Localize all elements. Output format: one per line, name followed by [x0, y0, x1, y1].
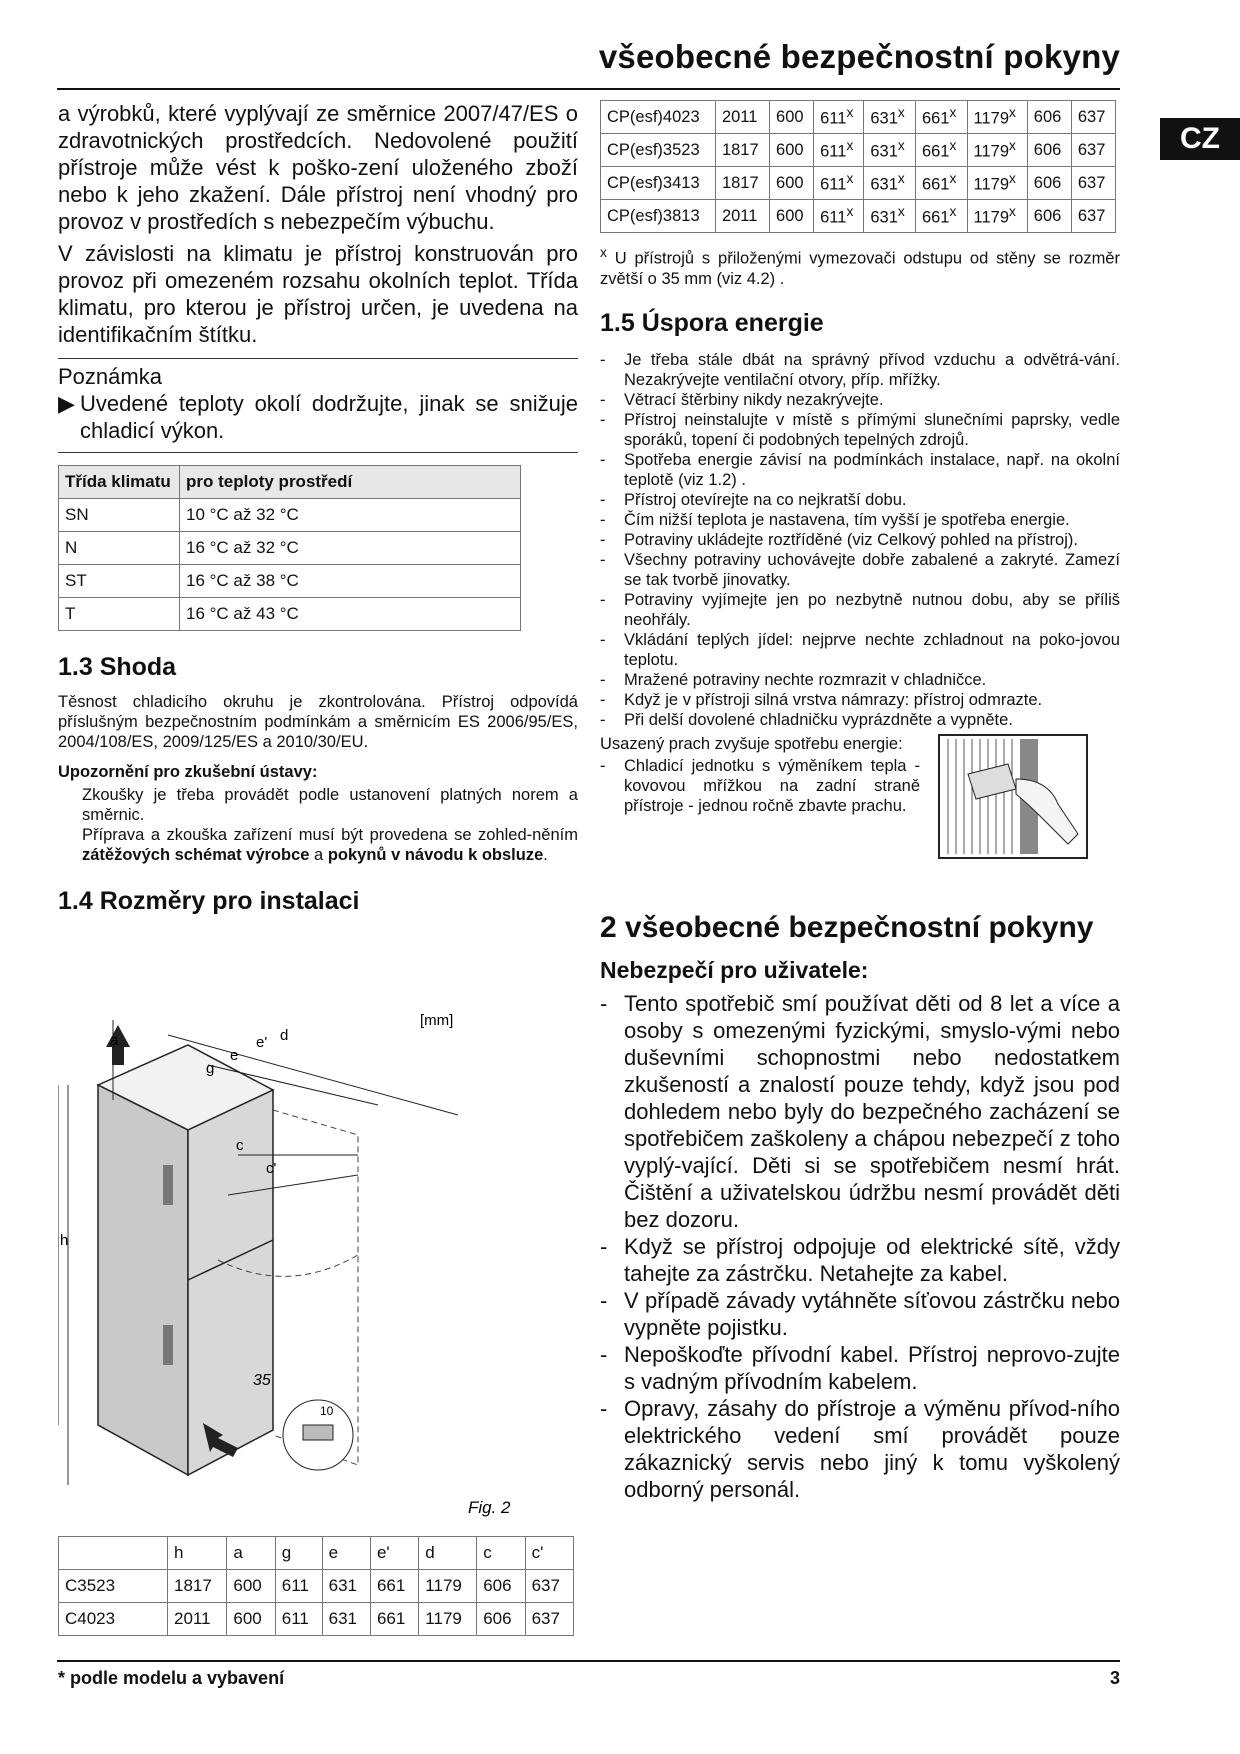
dim-label-e: e	[230, 1047, 239, 1064]
table-cell: 2011	[168, 1603, 227, 1636]
section-1-5-title: 1.5 Úspora energie	[600, 308, 824, 337]
list-item	[600, 490, 1120, 510]
table-cell: 2011	[715, 101, 769, 134]
dash-marker: -	[600, 1287, 608, 1313]
dim-label-d: d	[280, 1027, 289, 1044]
footnote-text: U přístrojů s přiloženými vymezovači odstupu od stěny se rozměr zvětší o 35 mm (viz 4.2) .	[600, 249, 1120, 288]
list-item-text: Tento spotřebič smí používat děti od 8 let a více a osoby s omezenými fyzickými, smyslo-vými nebo duševními schopnostmi nebo nedostatkem zkušeností a znalostí pouze tehdy, když jsou pod dohledem nebo byly do bezpečného zacházení se spotřebičem zaškoleny a chápou nebezpečí z toho vyplý-vající. Děti si se spotřebičem nesmí hrát. Čištění a uživatelskou údržbu nesmí provádět děti bez dozoru.	[624, 990, 1120, 1232]
table-cell: 637	[525, 1603, 573, 1636]
table-header-cell	[59, 1537, 168, 1570]
list-item-text: Chladicí jednotku s výměníkem tepla - kovovou mřížkou na zadní straně přístroje - jednou ročně zbavte prachu.	[624, 756, 920, 815]
note-bottom-rule	[58, 452, 578, 453]
cell-value: 611	[820, 109, 847, 128]
table-cell: 1179	[419, 1603, 477, 1636]
cell-value: 611	[820, 175, 847, 194]
list-item	[600, 350, 1120, 390]
page-number: 3	[1109, 1668, 1120, 1688]
dash-marker: -	[600, 450, 606, 469]
table-cell: 631	[322, 1603, 370, 1636]
section-1-3-paragraph: Těsnost chladicího okruhu je zkontrolována. Přístroj odpovídá příslušným bezpečnostním podmínkám a směrnicím ES 2006/95/ES, 2004/108/ES, 2009/125/ES a 2010/30/EU.	[58, 693, 578, 751]
table-cell: CP(esf)3523	[601, 134, 716, 167]
table-cell: 606	[477, 1603, 525, 1636]
table-cell: 606	[1027, 134, 1071, 167]
list-item-text: Přístroj otevírejte na co nejkratší dobu.	[624, 490, 907, 509]
list-item	[600, 690, 1120, 710]
footer-rule	[57, 1660, 1120, 1662]
table-row	[601, 167, 1116, 200]
table-cell: 1817	[715, 167, 769, 200]
table-cell: 600	[227, 1603, 275, 1636]
table-header-row	[59, 466, 521, 499]
table-cell: 16 °C až 32 °C	[180, 532, 521, 565]
sup-mark: x	[846, 105, 854, 121]
table-header-row	[59, 1537, 574, 1570]
table-row	[59, 565, 521, 598]
test-note-bold-1: zátěžových schémat výrobce	[82, 846, 310, 864]
table-cell: 637	[1071, 101, 1115, 134]
sup-mark: x	[1009, 105, 1016, 121]
table-cell	[864, 200, 916, 233]
table-cell: C3523	[59, 1570, 168, 1603]
table-cell	[967, 167, 1027, 200]
list-item-text: Čím nižší teplota je nastavena, tím vyšší je spotřeba energie.	[624, 510, 1070, 529]
list-item-text: Když je v přístroji silná vrstva námrazy: přístroj odmrazte.	[624, 690, 1043, 709]
cp-dimensions-table	[600, 100, 1116, 233]
table-cell: 611	[275, 1570, 322, 1603]
cell-value: 1179	[973, 142, 1010, 161]
list-item-text: Opravy, zásahy do přístroje a výměnu přívod-ního elektrického vedení smí provádět pouze zákaznický servis nebo jiný k tomu vyškolený odborný personál.	[624, 1395, 1120, 1502]
section-2-subtitle: Nebezpečí pro uživatele:	[600, 956, 869, 983]
dash-marker: -	[600, 490, 606, 509]
table-cell: 631	[322, 1570, 370, 1603]
table-cell: 16 °C až 43 °C	[180, 598, 521, 631]
dash-marker: -	[600, 1233, 608, 1259]
upper-handle	[163, 1165, 173, 1205]
sup-mark: x	[1009, 138, 1016, 154]
detail-label: 10	[320, 1404, 334, 1418]
dash-marker: -	[600, 690, 606, 709]
intro-paragraph-1: a výrobků, které vyplývají ze směrnice 2007/47/ES o zdravotnických prostředcích. Nedovolené použití přístroje může vést k poško-zení uloženého zboží nebo k jeho zkažení. Dále přístroj není vhodný pro provoz v prostředích s nebezpečím výbuchu.	[58, 101, 578, 234]
table-row	[601, 200, 1116, 233]
sup-mark: x	[897, 138, 905, 154]
cell-value: 631	[870, 109, 898, 128]
table-row	[59, 598, 521, 631]
table-cell	[967, 101, 1027, 134]
note-title: Poznámka	[58, 364, 162, 389]
dim-label-a: a	[110, 1032, 119, 1049]
table-cell: CP(esf)3813	[601, 200, 716, 233]
list-item-text: Vkládání teplých jídel: nejprve nechte zchladnout na poko-jovou teplotu.	[624, 630, 1120, 669]
list-item	[600, 670, 1120, 690]
note-text: Uvedené teploty okolí dodržujte, jinak se snižuje chladicí výkon.	[80, 391, 578, 443]
table-row	[59, 532, 521, 565]
lower-handle	[163, 1325, 173, 1365]
cell-value: 661	[921, 175, 950, 194]
sup-mark: x	[846, 138, 854, 154]
table-cell	[864, 134, 916, 167]
footer-note: * podle modelu a vybavení	[58, 1668, 285, 1688]
table-header-cell: e	[322, 1537, 370, 1570]
cell-value: 631	[870, 208, 898, 227]
cell-value: 1179	[973, 109, 1010, 128]
cell-value: 611	[820, 142, 847, 161]
list-item	[600, 510, 1120, 530]
table-cell	[814, 200, 864, 233]
table-cell: 1817	[715, 134, 769, 167]
sup-mark: x	[846, 204, 854, 220]
cell-value: 611	[820, 208, 847, 227]
table-cell: 637	[1071, 167, 1115, 200]
table-cell: ST	[59, 565, 180, 598]
cell-value: 631	[870, 142, 898, 161]
dust-item	[600, 756, 920, 859]
test-note-text: .	[543, 846, 548, 864]
table-cell	[915, 200, 967, 233]
section-1-3-subtitle: Upozornění pro zkušební ústavy:	[58, 763, 318, 781]
table-cell: 2011	[715, 200, 769, 233]
sup-mark: x	[1009, 204, 1016, 220]
table-cell: CP(esf)4023	[601, 101, 716, 134]
list-item-text: Spotřeba energie závisí na podmínkách instalace, např. na okolní teplotě (viz 1.2) .	[624, 450, 1120, 489]
table-cell: 600	[770, 101, 814, 134]
list-item	[600, 1233, 1120, 1287]
table-cell	[814, 134, 864, 167]
table-row	[601, 134, 1116, 167]
angle-label: 35	[253, 1372, 271, 1389]
unit-label: [mm]	[420, 1012, 454, 1029]
table-header-cell: g	[275, 1537, 322, 1570]
note-top-rule	[58, 358, 578, 359]
cell-value: 661	[921, 208, 950, 227]
triangle-right-icon: ▶	[58, 391, 75, 416]
list-item-text: Nepoškoďte přívodní kabel. Přístroj neprovo-zujte s vadným přívodním kabelem.	[624, 1341, 1120, 1394]
table-cell	[915, 167, 967, 200]
table-row	[59, 499, 521, 532]
table-header-cell: e'	[370, 1537, 418, 1570]
list-item-text: Všechny potraviny uchovávejte dobře zabalené a zakryté. Zamezí se tak tvorbě jinovatky.	[624, 550, 1120, 589]
table-cell: 10 °C až 32 °C	[180, 499, 521, 532]
list-item	[600, 450, 1120, 490]
dash-marker: -	[600, 670, 606, 689]
dash-marker: -	[600, 990, 608, 1016]
section-1-3-title: 1.3 Shoda	[58, 653, 177, 681]
list-item	[600, 710, 1120, 730]
table-cell: 16 °C až 38 °C	[180, 565, 521, 598]
table-cell: SN	[59, 499, 180, 532]
cp-table-body	[601, 101, 1116, 233]
page-title: všeobecné bezpečnostní pokyny	[598, 38, 1120, 75]
fridge-side	[98, 1085, 188, 1475]
list-item	[600, 990, 1120, 1233]
dash-marker: -	[600, 630, 606, 649]
table-cell: 611	[275, 1603, 322, 1636]
sup-mark: x	[846, 171, 854, 187]
list-item-text: V případě závady vytáhněte síťovou zástrčku nebo vypněte pojistku.	[624, 1287, 1120, 1340]
table-cell: 606	[477, 1570, 525, 1603]
dash-marker: -	[600, 710, 606, 729]
dash-marker: -	[600, 550, 606, 569]
dash-marker: -	[600, 1395, 608, 1421]
sup-mark: x	[949, 171, 957, 187]
dash-marker: -	[600, 590, 606, 609]
table-cell: 661	[370, 1603, 418, 1636]
figure-caption: Fig. 2	[468, 1498, 511, 1517]
table-cell	[814, 167, 864, 200]
cell-value: 1179	[973, 175, 1010, 194]
list-item	[600, 756, 920, 816]
table-cell: 600	[770, 134, 814, 167]
cell-value: 631	[870, 175, 898, 194]
section-1-4-title: 1.4 Rozměry pro instalaci	[58, 887, 360, 915]
table-row	[59, 1603, 574, 1636]
intro-paragraph-2: V závislosti na klimatu je přístroj konstruován pro provoz při omezeném rozsahu okolních teplot. Třída klimatu, pro kterou je přístroj určen, je uvedena na identifikačním štítku.	[58, 241, 578, 347]
sup-mark: x	[949, 138, 957, 154]
table-cell	[915, 101, 967, 134]
table-header-cell: d	[419, 1537, 477, 1570]
list-item-text: Mražené potraviny nechte rozmrazit v chladničce.	[624, 670, 987, 689]
table-row	[601, 101, 1116, 134]
table-header-cell: c'	[525, 1537, 573, 1570]
climate-table	[58, 465, 521, 631]
test-note-text: Příprava a zkouška zařízení musí být provedena se zohled-něním	[82, 826, 578, 844]
list-item	[600, 410, 1120, 450]
dim-label-c-prime: c'	[266, 1160, 277, 1177]
table-cell: 1179	[419, 1570, 477, 1603]
table-cell	[864, 101, 916, 134]
list-item	[600, 1287, 1120, 1341]
table-header-cell: a	[227, 1537, 275, 1570]
dash-marker: -	[600, 390, 606, 409]
list-item	[600, 550, 1120, 590]
cleaning-illustration	[938, 734, 1088, 859]
list-item-text: Potraviny ukládejte roztříděné (viz Celkový pohled na přístroj).	[624, 530, 1078, 549]
table-header-cell: pro teploty prostředí	[180, 466, 521, 499]
list-item	[600, 530, 1120, 550]
dust-section	[600, 756, 1120, 859]
dash-marker: -	[600, 350, 606, 369]
list-item-text: Při delší dovolené chladničku vyprázdněte a vypněte.	[624, 710, 1013, 729]
test-note-bold-2: pokynů v návodu k obsluze	[327, 846, 544, 864]
table-cell: T	[59, 598, 180, 631]
table-cell: 600	[227, 1570, 275, 1603]
table-row	[59, 1570, 574, 1603]
dim-label-h: h	[60, 1232, 69, 1249]
sup-mark: x	[949, 105, 957, 121]
dim-label-g: g	[206, 1060, 215, 1077]
cell-value: 661	[921, 109, 950, 128]
dim-label-e-prime: e'	[256, 1034, 268, 1051]
table-cell: N	[59, 532, 180, 565]
table-cell: 637	[1071, 134, 1115, 167]
dash-marker: -	[600, 1341, 608, 1367]
list-item	[600, 630, 1120, 670]
table-cell: 606	[1027, 200, 1071, 233]
installation-diagram	[58, 1005, 578, 1535]
table-cell	[864, 167, 916, 200]
right-column	[600, 100, 1120, 1503]
list-item	[600, 590, 1120, 630]
left-column	[58, 100, 578, 916]
sup-mark: x	[1009, 171, 1016, 187]
list-item	[600, 390, 1120, 410]
sup-mark: x	[897, 105, 905, 121]
table-header-cell: c	[477, 1537, 525, 1570]
table-cell: 637	[525, 1570, 573, 1603]
sup-mark: x	[949, 204, 957, 220]
table-cell: C4023	[59, 1603, 168, 1636]
table-cell: 637	[1071, 200, 1115, 233]
footnote-mark: x	[600, 245, 607, 260]
dash-marker: -	[600, 410, 606, 429]
header-rule	[57, 88, 1120, 90]
table-cell	[967, 200, 1027, 233]
table-cell: 600	[770, 200, 814, 233]
test-note-text: a	[309, 846, 328, 864]
cp-footnote	[600, 243, 1120, 289]
list-item-text: Je třeba stále dbát na správný přívod vzduchu a odvětrá-vání. Nezakrývejte ventilační otvory, příp. mřížky.	[624, 350, 1120, 389]
table-cell: 606	[1027, 167, 1071, 200]
list-item	[600, 1395, 1120, 1503]
test-note-1: Zkoušky je třeba provádět podle ustanovení platných norem a směrnic.	[82, 786, 578, 824]
dash-marker: -	[600, 756, 606, 775]
table-cell: 606	[1027, 101, 1071, 134]
list-item-text: Větrací štěrbiny nikdy nezakrývejte.	[624, 390, 884, 409]
test-note-2	[82, 825, 578, 865]
energy-saving-list	[600, 350, 1120, 730]
table-cell: CP(esf)3413	[601, 167, 716, 200]
table-cell	[915, 134, 967, 167]
list-item-text: Přístroj neinstalujte v místě s přímými slunečními paprsky, vedle sporáků, topení či podobných tepelných zdrojů.	[624, 410, 1120, 449]
table-cell: 661	[370, 1570, 418, 1603]
table-cell: 600	[770, 167, 814, 200]
table-header-cell: Třída klimatu	[59, 466, 180, 499]
list-item-text: Potraviny vyjímejte jen po nezbytně nutnou dobu, aby se příliš neohřály.	[624, 590, 1120, 629]
dash-marker: -	[600, 510, 606, 529]
dust-intro: Usazený prach zvyšuje spotřebu energie:	[600, 734, 903, 753]
cell-value: 661	[921, 142, 950, 161]
dimensions-table	[58, 1536, 574, 1636]
table-header-cell: h	[168, 1537, 227, 1570]
cell-value: 1179	[973, 208, 1010, 227]
table-cell	[814, 101, 864, 134]
note-item	[58, 390, 578, 444]
dash-marker: -	[600, 530, 606, 549]
test-notes	[58, 785, 578, 865]
list-item	[600, 1341, 1120, 1395]
table-cell	[967, 134, 1027, 167]
sup-mark: x	[897, 171, 905, 187]
dim-label-c: c	[236, 1137, 244, 1154]
safety-list	[600, 990, 1120, 1503]
table-cell: 1817	[168, 1570, 227, 1603]
fridge-front	[188, 1090, 273, 1475]
language-tab: CZ	[1160, 118, 1240, 160]
sup-mark: x	[897, 204, 905, 220]
section-2-title: 2 všeobecné bezpečnostní pokyny	[600, 910, 1094, 944]
list-item-text: Když se přístroj odpojuje od elektrické sítě, vždy tahejte za zástrčku. Netahejte za kabel.	[624, 1233, 1120, 1286]
